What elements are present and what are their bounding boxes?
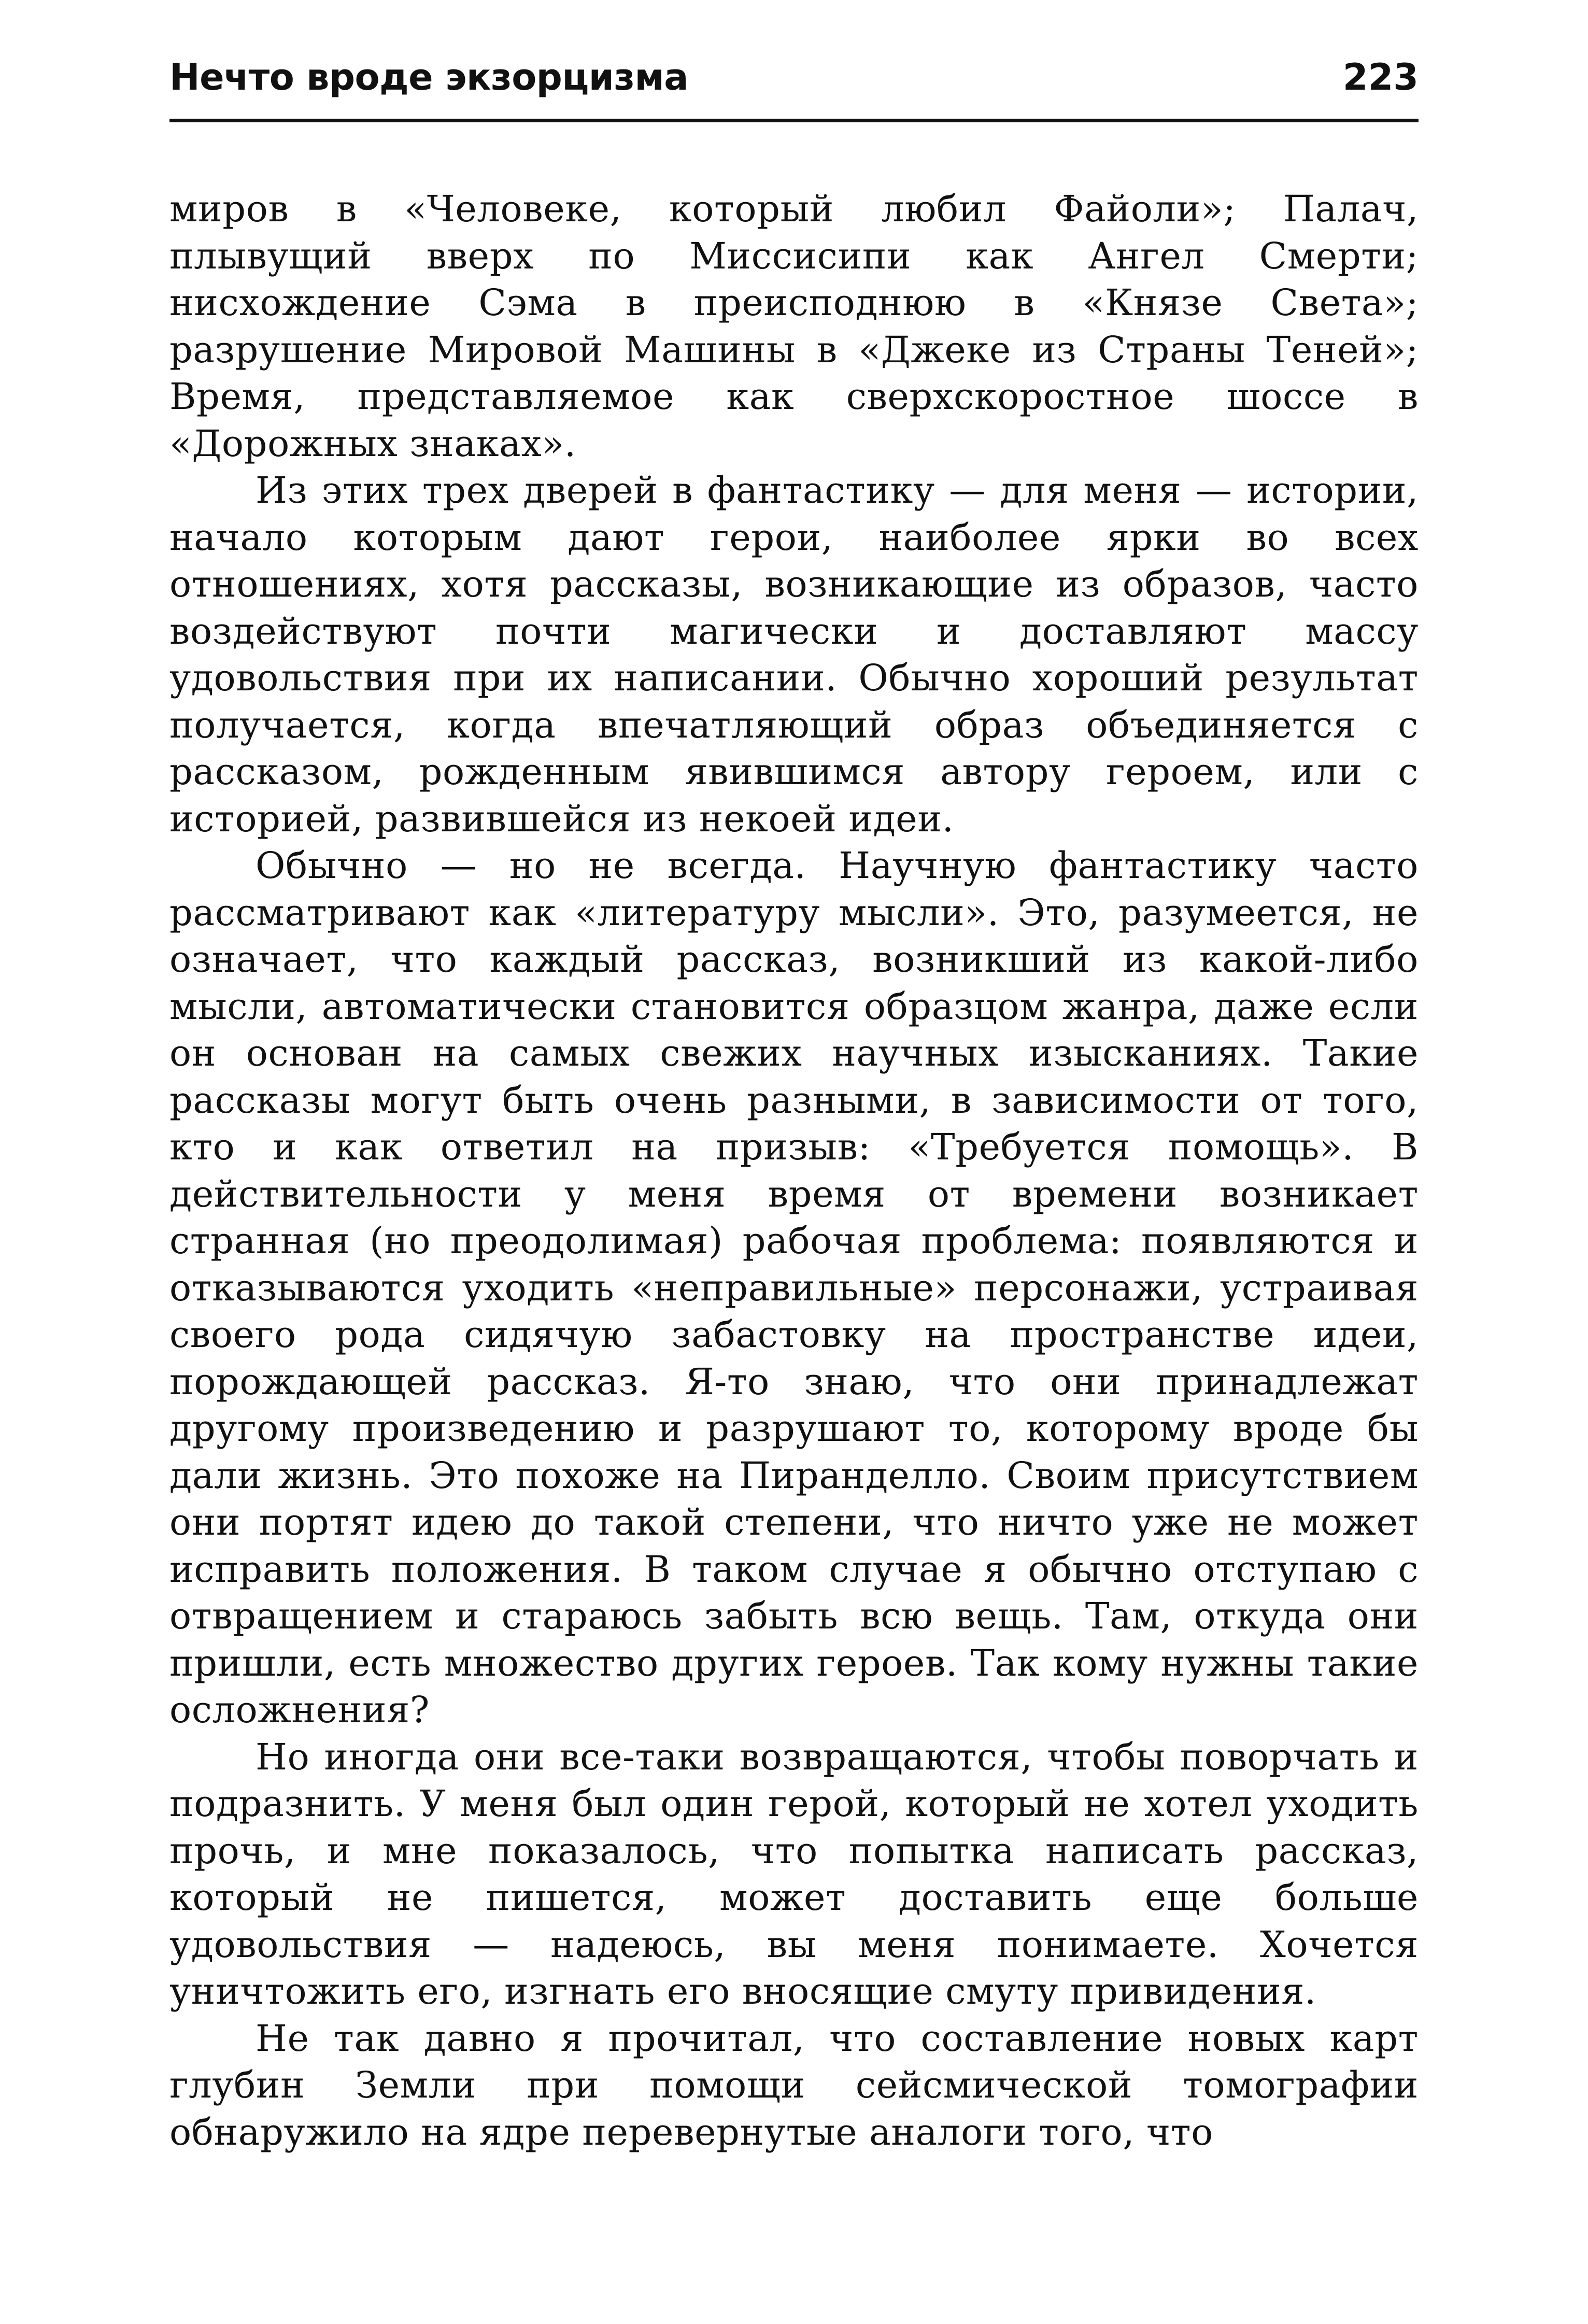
page-number: 223: [1342, 56, 1419, 98]
body-text: [169, 186, 1419, 2156]
paragraph: Из этих трех дверей в фантастику — для меня — истории, начало которым дают герои, наиболее ярки во всех отношениях, хотя рассказы, возникающие из образов, часто воздействуют почти магически и доставляют массу удовольствия при их написании. Обычно хороший результат получается, когда впечатляющий образ объединяется с рассказом, рожденным явившимся автору героем, или с историей, развившейся из некоей идеи.: [169, 469, 1419, 840]
paragraph: Обычно — но не всегда. Научную фантастику часто рассматривают как «литературу мысли». Это, разумеется, не означает, что каждый рассказ, возникший из какой-либо мысли, автоматически становится образцом жанра, даже если он основан на самых свежих научных изысканиях. Такие рассказы могут быть очень разными, в зависимости от того, кто и как ответил на призыв: «Требуется помощь». В действительности у меня время от времени возникает странная (но преодолимая) рабочая проблема: появляются и отказываются уходить «неправильные» персонажи, устраивая своего рода сидячую забастовку на пространстве идеи, порождающей рассказ. Я-то знаю, что они принадлежат другому произведению и разрушают то, которому вроде бы дали жизнь. Это похоже на Пиранделло. Своим присутствием они портят идею до такой степени, что ничто уже не может исправить положения. В таком случае я обычно отступаю с отвращением и стараюсь забыть всю вещь. Там, откуда они пришли, есть множество других героев. Так кому нужны такие осложнения?: [169, 844, 1419, 1731]
paragraph: Не так давно я прочитал, что составление новых карт глубин Земли при помощи сейсмической томографии обнаружило на ядре перевернутые аналоги того, что: [169, 2017, 1419, 2153]
running-title: Нечто вроде экзорцизма: [169, 56, 688, 98]
paragraph: Но иногда они все-таки возвращаются, чтобы поворчать и подразнить. У меня был один герой, который не хотел уходить прочь, и мне показалось, что попытка написать рассказ, который не пишется, может доставить еще больше удовольствия — надеюсь, вы меня понимаете. Хочется уничтожить его, изгнать его вносящие смуту привидения.: [169, 1735, 1419, 2013]
page-header: [169, 54, 1419, 122]
paragraph: миров в «Человеке, который любил Файоли»; Палач, плывущий вверх по Миссисипи как Ангел Смерти; нисхождение Сэма в преисподнюю в «Князе Света»; разрушение Мировой Машины в «Джеке из Страны Теней»; Время, представляемое как сверхскоростное шоссе в «Дорожных знаках».: [169, 188, 1419, 465]
